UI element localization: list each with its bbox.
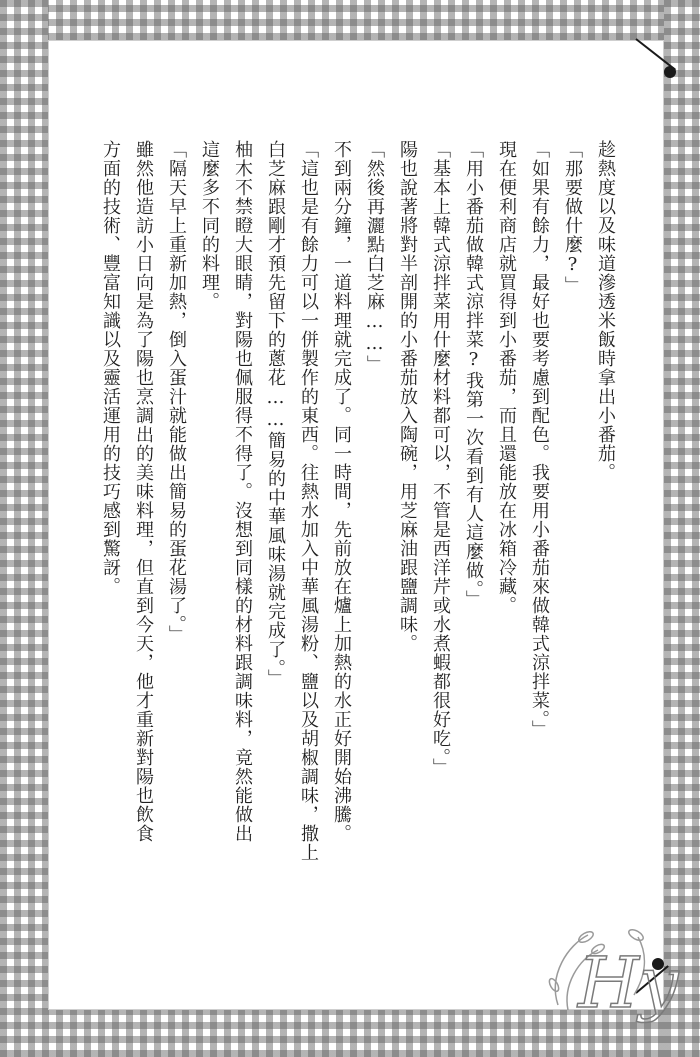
text-line: 白芝麻跟剛才預先留下的蔥花……簡易的中華風味湯就完成了。」 bbox=[265, 140, 286, 688]
border-left bbox=[0, 0, 48, 1057]
text-line: 不到兩分鐘，一道料理就完成了。同一時間，先前放在爐上加熱的水正好開始沸騰。 bbox=[331, 140, 352, 843]
text-line: 現在便利商店就買得到小番茄，而且還能放在冰箱冷藏。 bbox=[496, 140, 517, 615]
text-line: 「那要做什麼?」 bbox=[562, 140, 583, 295]
text-line: 陽也說著將對半剖開的小番茄放入陶碗，用芝麻油跟鹽調味。 bbox=[397, 140, 418, 653]
text-line: 「用小番茄做韓式涼拌菜?我第一次看到有人這麼做。」 bbox=[463, 140, 484, 609]
text-line: 「隔天早上重新加熱，倒入蛋汁就能做出簡易的蛋花湯了。」 bbox=[166, 140, 187, 644]
logo-icon bbox=[538, 915, 679, 1025]
border-top bbox=[0, 0, 700, 40]
text-line: 「這也是有餘力可以一併製作的東西。往熱水加入中華風湯粉、鹽以及胡椒調味，撒上 bbox=[298, 140, 319, 862]
text-line: 「然後再灑點白芝麻……」 bbox=[364, 140, 385, 374]
body-text bbox=[100, 140, 620, 940]
text-line: 「基本上韓式涼拌菜用什麼材料都可以，不管是西洋芹或水煮蝦都很好吃。」 bbox=[430, 140, 451, 777]
text-line: 這麼多不同的料理。 bbox=[199, 140, 220, 311]
text-line: 雖然他造訪小日向是為了陽也烹調出的美味料理，但直到今天，他才重新對陽也飲食 bbox=[133, 140, 154, 843]
pin-icon bbox=[664, 66, 676, 78]
border-right bbox=[664, 0, 700, 1057]
text-line: 「如果有餘力，最好也要考慮到配色。我要用小番茄來做韓式涼拌菜。」 bbox=[529, 140, 550, 739]
logo-text: Hy bbox=[578, 942, 679, 1024]
text-line: 方面的技術、豐富知識以及靈活運用的技巧感到驚訝。 bbox=[100, 140, 121, 596]
text-line: 趁熱度以及味道滲透米飯時拿出小番茄。 bbox=[595, 140, 616, 482]
text-line: 柚木不禁瞪大眼睛，對陽也佩服得不得了。沒想到同樣的材料跟調味料，竟然能做出 bbox=[232, 140, 253, 843]
